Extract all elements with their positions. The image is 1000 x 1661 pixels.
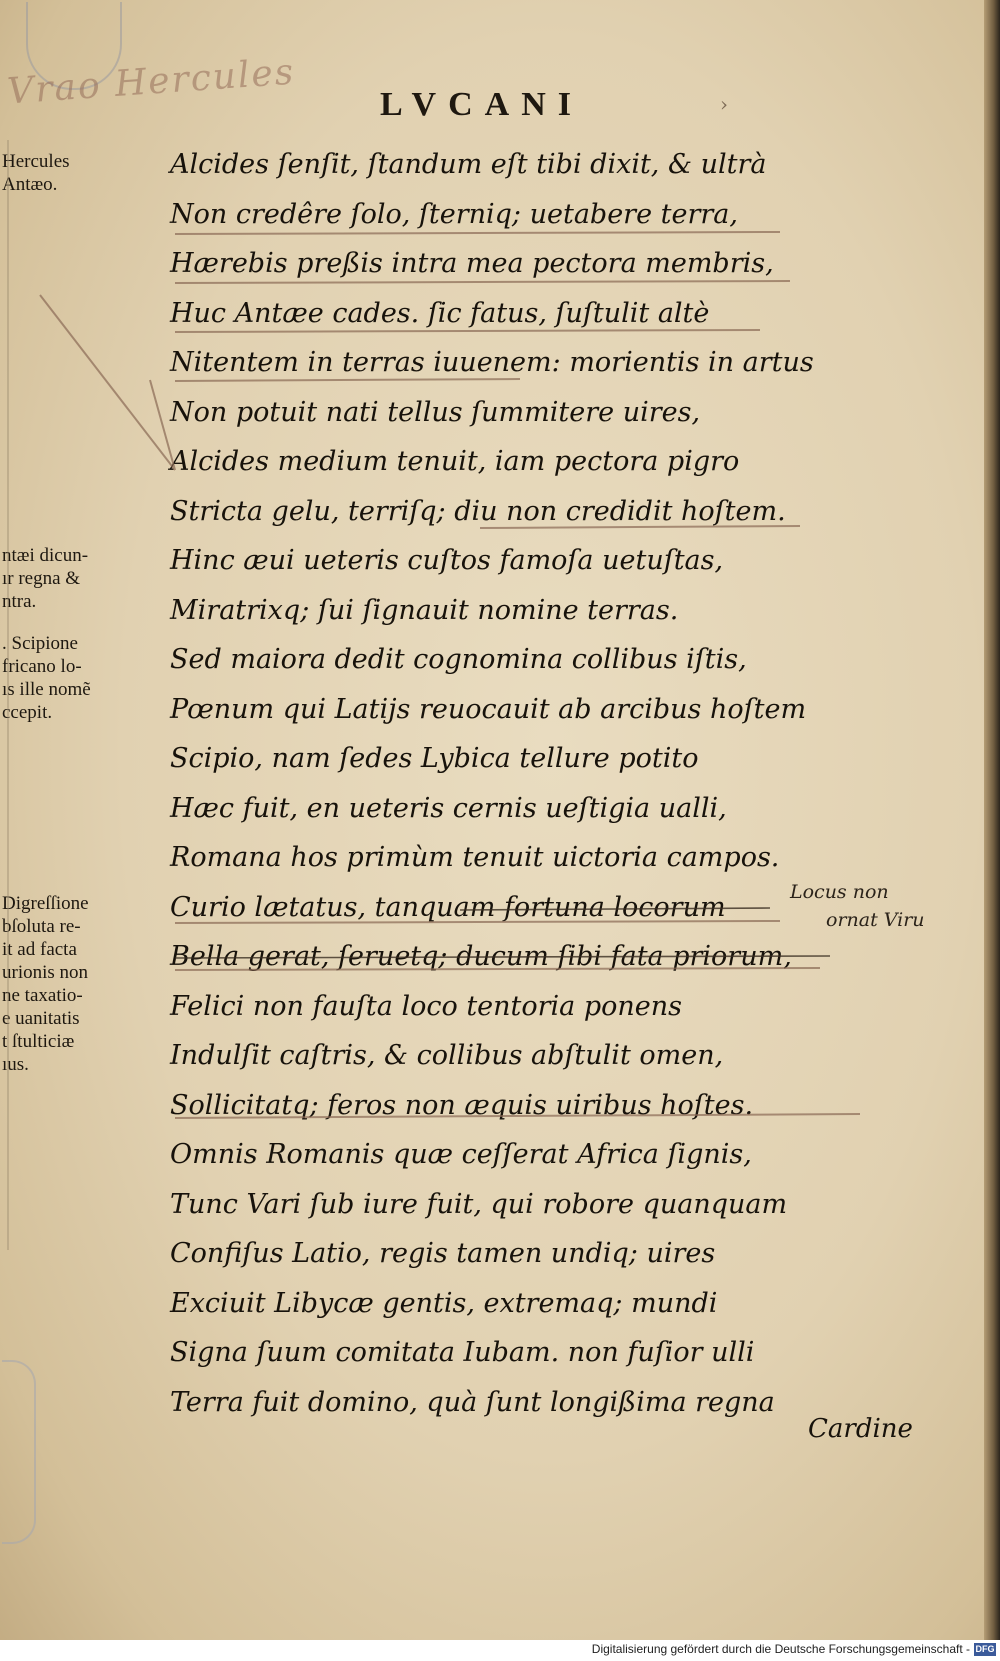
strike-mark (175, 956, 830, 958)
underline-mark (175, 379, 520, 381)
strike-mark (460, 908, 770, 910)
handwritten-heading: Vrao Hercules (5, 51, 297, 113)
running-head-mark: › (720, 92, 728, 116)
underline-mark (175, 232, 780, 234)
verse-line: Terra fuit domino, quà ſunt longißima regna (170, 1386, 775, 1418)
underline-mark (175, 968, 820, 970)
underline-mark (480, 526, 800, 528)
margin-note-hercules: Hercules Antæo. (2, 151, 70, 195)
verse-line: Non potuit nati tellus ſummitere uires, (170, 396, 701, 428)
verse-line: Pœnum qui Latijs reuocauit ab arcibus hoſtem (170, 693, 807, 725)
margin-note-digressione: Digreſſione bſoluta re- it ad facta urionis non ne taxatio- e uanitatis t ſtulticiæ ıus. (2, 893, 89, 1075)
underline-mark (175, 921, 780, 923)
verse-line: Felici non fauſta loco tentoria ponens (170, 990, 683, 1022)
verse-line: Stricta gelu, terriſq; diu non credidit hoſtem. (170, 495, 786, 527)
verse-line: Confiſus Latio, regis tamen undiq; uires (170, 1238, 716, 1269)
verse-line: Sed maiora dedit cognomina collibus iſtis, (170, 644, 747, 675)
verse-line: Romana hos primùm tenuit uictoria campos. (170, 842, 780, 873)
verse-line: Hæc fuit, en ueteris cernis ueſtigia ualli, (170, 792, 727, 824)
verse-line: Non credêre ſolo, ſterniq; uetabere terra, (170, 198, 738, 230)
verse-line: Bella gerat, ſeruetq; ducum ſibi fata priorum, (170, 941, 792, 972)
verse-line: Miratrixq; ſui ſignauit nomine terras. (170, 594, 679, 626)
verse-line: Omnis Romanis quæ ceſſerat Africa ſignis, (170, 1139, 752, 1170)
underline-mark (175, 1114, 860, 1118)
verse-line: Sollicitatq; feros non æquis uiribus hoſtes. (170, 1089, 754, 1121)
verse-line: Alcides ſenſit, ſtandum eſt tibi dixit, & ultrà (170, 149, 767, 180)
catchword: Cardine (808, 1414, 913, 1444)
verse-line: Huc Antæe cades. ſic fatus, ſuſtulit altè (170, 297, 710, 329)
verse-line: Curio lætatus, tanquam fortuna locorum (170, 891, 726, 923)
footer-bar (0, 1640, 1000, 1661)
footer-credit: Digitalisierung gefördert durch die Deutsche Forschungsgemeinschaft - (591, 1642, 970, 1656)
verse-line: Nitentem in terras iuuenem: morientis in artus (170, 347, 814, 378)
dfg-logo: DFG (975, 1644, 995, 1654)
pointer-mark (150, 380, 175, 470)
underline-mark (175, 330, 760, 332)
verse-line: Exciuit Libycæ gentis, extremaq; mundi (170, 1287, 718, 1319)
verse-line: Hinc æui ueteris cuſtos famoſa uetuſtas, (170, 545, 724, 576)
pointer-mark (40, 295, 175, 470)
verse-line: Scipio, nam ſedes Lybica tellure potito (170, 743, 699, 774)
running-head: LVCANI (380, 86, 584, 123)
verse-line: Tunc Vari ſub iure fuit, qui robore quanquam (170, 1188, 788, 1220)
verse-line: Signa ſuum comitata Iubam. non fuſior ulli (170, 1337, 755, 1368)
underline-mark (175, 281, 790, 283)
verse-line: Alcides medium tenuit, iam pectora pigro (170, 446, 740, 477)
verse-line: Indulſit caſtris, & collibus abſtulit omen, (170, 1040, 724, 1071)
verse-line: Hærebis preßis intra mea pectora membris, (170, 248, 774, 279)
margin-note-antaei: ntæi dicun- ır regna & ntra. (2, 545, 89, 612)
margin-note-scipione: . Scipione fricano lo- ıs ille nomẽ ccepit. (2, 633, 91, 723)
handwritten-annotation: Locus non ornat Viru (790, 881, 925, 931)
